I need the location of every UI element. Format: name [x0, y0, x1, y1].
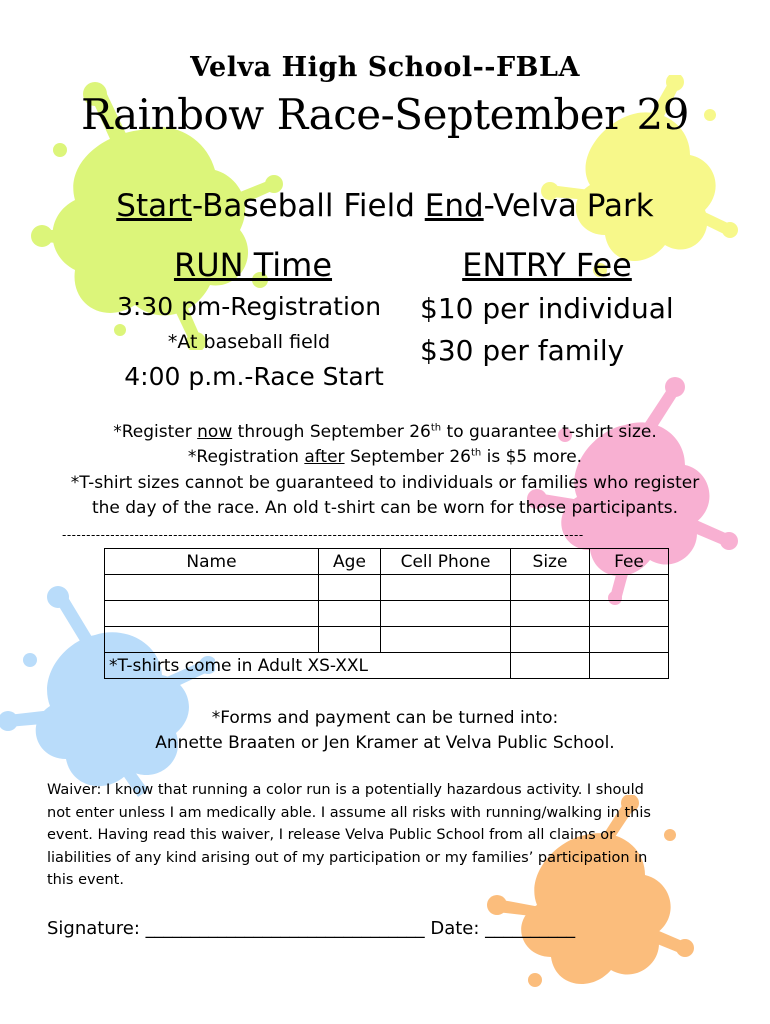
registration-form-table	[104, 548, 669, 679]
fee-cell[interactable]	[590, 627, 669, 653]
age-cell[interactable]	[319, 601, 381, 627]
waiver-text: Waiver: I know that running a color run is a potentially hazardous activity. I should not enter unless I am medically able. I assume all risks with running/walking in this event. Having read this waiver, I release Velva Public School from all claims or liabilities of any kind arising out of my participation or my families’ participation in this event.	[47, 782, 651, 889]
cell-phone-cell[interactable]	[381, 575, 511, 601]
turn-in-contacts: Annette Braaten or Jen Kramer at Velva Public School.	[155, 733, 615, 753]
entry-fee-heading: ENTRY Fee	[462, 246, 632, 284]
age-cell[interactable]	[319, 575, 381, 601]
start-label: Start	[116, 188, 193, 224]
table-row	[105, 575, 669, 601]
fee-cell[interactable]	[590, 575, 669, 601]
signature-field[interactable]: _______________________________	[145, 918, 425, 939]
table-header-row	[105, 549, 669, 575]
register-now-note: *Register now through September 26th to guarantee t-shirt size.	[113, 422, 657, 442]
table-row	[105, 601, 669, 627]
date-label: Date:	[424, 918, 486, 939]
size-cell[interactable]	[511, 601, 590, 627]
size-cell[interactable]	[511, 575, 590, 601]
tshirt-note-line2: the day of the race. An old t-shirt can be worn for those participants.	[91, 498, 679, 518]
cell-phone-cell[interactable]	[381, 627, 511, 653]
turn-in-instructions: *Forms and payment can be turned into:	[211, 708, 559, 728]
date-field[interactable]: __________	[485, 918, 576, 939]
end-place: -Velva Park	[483, 188, 654, 224]
late-registration-note: *Registration after September 26th is $5 more.	[187, 447, 583, 467]
tshirt-note-line1: *T-shirt sizes cannot be guaranteed to individuals or families who register	[70, 473, 700, 493]
signature-line	[47, 918, 575, 939]
name-cell[interactable]	[105, 627, 319, 653]
table-footer-row	[105, 653, 669, 679]
name-column-header: Name	[105, 549, 319, 575]
fee-column-header: Fee	[590, 549, 669, 575]
cell-phone-cell[interactable]	[381, 601, 511, 627]
name-cell[interactable]	[105, 575, 319, 601]
age-cell[interactable]	[319, 627, 381, 653]
name-cell[interactable]	[105, 601, 319, 627]
cut-line-divider: ------------------------------------------------------------------------------------------------------------	[62, 528, 584, 542]
fee-cell[interactable]	[590, 601, 669, 627]
size-column-header: Size	[511, 549, 590, 575]
school-heading: Velva High School--FBLA	[190, 52, 580, 83]
start-place: -Baseball Field	[192, 188, 425, 224]
run-time-heading: RUN Time	[173, 246, 333, 284]
tshirt-size-note: *T-shirts come in Adult XS-XXL	[105, 653, 511, 679]
size-cell[interactable]	[511, 627, 590, 653]
registration-location-note: *At baseball field	[167, 331, 331, 353]
individual-fee: $10 per individual	[420, 292, 674, 325]
signature-label: Signature:	[47, 918, 146, 939]
fee-cell[interactable]	[590, 653, 669, 679]
race-title: Rainbow Race-September 29	[81, 90, 689, 139]
end-label: End	[424, 188, 484, 224]
cell-phone-column-header: Cell Phone	[381, 549, 511, 575]
registration-time: 3:30 pm-Registration	[116, 292, 382, 321]
size-cell[interactable]	[511, 653, 590, 679]
race-start-time: 4:00 p.m.-Race Start	[124, 362, 384, 391]
start-end-line	[0, 188, 770, 224]
family-fee: $30 per family	[420, 334, 625, 367]
table-row	[105, 627, 669, 653]
age-column-header: Age	[319, 549, 381, 575]
